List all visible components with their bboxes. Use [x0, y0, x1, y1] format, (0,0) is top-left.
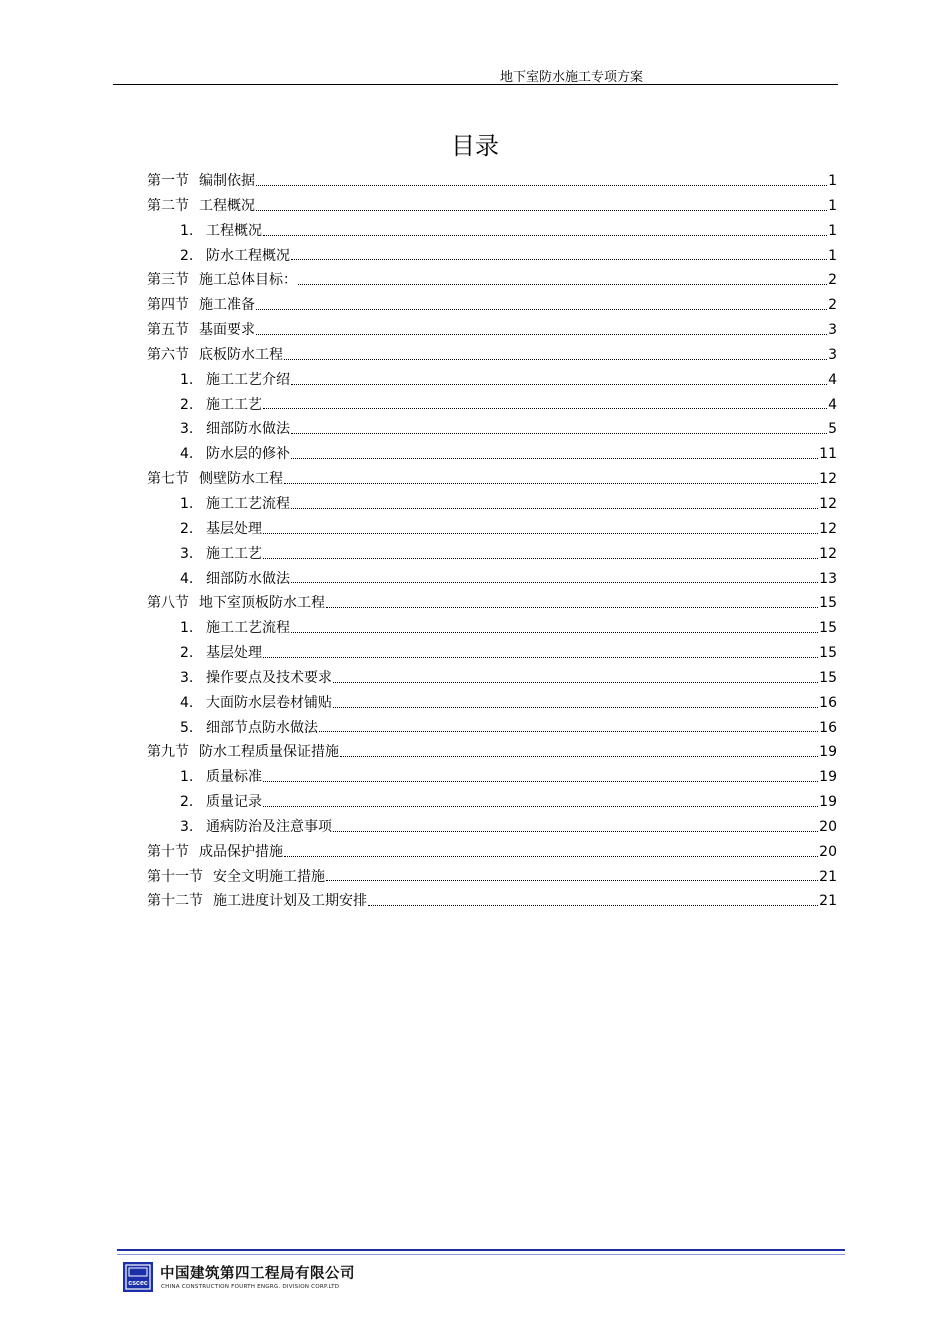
cscec-logo-icon	[125, 1264, 151, 1290]
toc-entry-title: 地下室顶板防水工程	[199, 595, 325, 612]
toc-entry-page: 2	[828, 272, 837, 289]
toc-entry-page: 12	[819, 495, 837, 512]
toc-entry-number: 第九节	[147, 744, 189, 761]
toc-entry-page: 1	[828, 197, 837, 214]
toc-entry-number: 第十二节	[147, 893, 203, 910]
toc-entry[interactable]	[147, 716, 837, 741]
toc-entry[interactable]	[147, 616, 837, 641]
toc-entry-title: 防水工程质量保证措施	[199, 744, 339, 761]
toc-entry[interactable]	[147, 691, 837, 716]
toc-entry[interactable]	[147, 268, 837, 293]
toc-entry[interactable]	[147, 641, 837, 666]
toc-entry-page: 5	[828, 421, 837, 438]
toc-title: 目录	[451, 132, 499, 160]
toc-entry[interactable]	[147, 567, 837, 592]
toc-entry-number: 第十节	[147, 843, 189, 860]
page-header-title: 地下室防水施工专项方案	[500, 70, 644, 85]
toc-entry-page: 15	[819, 595, 837, 612]
toc-entry-page: 13	[819, 570, 837, 587]
toc-entry[interactable]	[147, 318, 837, 343]
toc-entry-page: 4	[828, 371, 837, 388]
toc-leader-dots	[291, 383, 827, 385]
toc-entry-title: 侧壁防水工程	[199, 471, 283, 488]
toc-entry[interactable]	[147, 840, 837, 865]
toc-entry-number: 3.	[180, 421, 194, 438]
company-name-cn: 中国建筑第四工程局有限公司	[160, 1266, 355, 1282]
toc-entry-title: 细部防水做法	[206, 421, 290, 438]
toc-leader-dots	[263, 234, 827, 236]
toc-leader-dots	[263, 805, 818, 807]
toc-entry-title: 施工工艺	[206, 545, 262, 562]
toc-entry-title: 基面要求	[199, 322, 255, 339]
toc-entry[interactable]	[147, 740, 837, 765]
toc-entry[interactable]	[147, 244, 837, 269]
toc-entry-number: 1.	[180, 371, 194, 388]
toc-entry[interactable]	[147, 542, 837, 567]
toc-entry[interactable]	[147, 293, 837, 318]
toc-entry[interactable]	[147, 591, 837, 616]
logo-text: cscec	[128, 1280, 148, 1287]
toc-entry[interactable]	[147, 517, 837, 542]
toc-entry[interactable]	[147, 765, 837, 790]
toc-entry-title: 施工总体目标：	[199, 272, 297, 289]
footer-divider-thin	[117, 1254, 845, 1255]
toc-entry-number: 3.	[180, 669, 194, 686]
toc-entry-title: 施工工艺	[206, 396, 262, 413]
toc-leader-dots	[256, 209, 827, 211]
toc-entry[interactable]	[147, 666, 837, 691]
toc-entry[interactable]	[147, 492, 837, 517]
toc-entry-title: 安全文明施工措施	[213, 868, 325, 885]
company-logo	[123, 1262, 153, 1292]
toc-entry-page: 12	[819, 520, 837, 537]
toc-entry[interactable]	[147, 194, 837, 219]
toc-entry-title: 质量标准	[206, 769, 262, 786]
toc-entry-title: 施工准备	[199, 297, 255, 314]
toc-leader-dots	[291, 507, 818, 509]
toc-entry-number: 2.	[180, 520, 194, 537]
toc-entry-title: 施工进度计划及工期安排	[213, 893, 367, 910]
toc-entry[interactable]	[147, 790, 837, 815]
toc-entry-page: 19	[819, 744, 837, 761]
toc-entry-title: 施工工艺介绍	[206, 371, 290, 388]
toc-entry-number: 1.	[180, 495, 194, 512]
toc-entry[interactable]	[147, 219, 837, 244]
toc-entry-number: 第一节	[147, 173, 189, 189]
toc-leader-dots	[291, 581, 818, 583]
toc-entry-page: 16	[819, 694, 837, 711]
toc-entry-title: 细部节点防水做法	[206, 719, 318, 736]
toc-entry-page: 16	[819, 719, 837, 736]
toc-entry[interactable]	[147, 467, 837, 492]
toc-entry-number: 第四节	[147, 297, 189, 314]
toc-entry-title: 大面防水层卷材铺贴	[206, 694, 332, 711]
toc-entry-page: 19	[819, 794, 837, 811]
toc-entry-title: 通病防治及注意事项	[206, 818, 332, 835]
toc-entry-page: 21	[819, 868, 837, 885]
toc-entry-page: 12	[819, 471, 837, 488]
toc-entry-title: 施工工艺流程	[206, 495, 290, 512]
toc-entry-page: 3	[828, 322, 837, 339]
toc-entry-page: 21	[819, 893, 837, 910]
toc-leader-dots	[284, 482, 818, 484]
company-name-en: CHINA CONSTRUCTION FOURTH ENGRG. DIVISION CORP.LTD	[161, 1284, 340, 1290]
toc-entry-number: 2.	[180, 396, 194, 413]
toc-entry-number: 1.	[180, 769, 194, 786]
toc-entry[interactable]	[147, 865, 837, 890]
toc-leader-dots	[326, 879, 818, 881]
footer-divider	[117, 1249, 845, 1251]
toc-entry-number: 5.	[180, 719, 194, 736]
toc-entry-title: 质量记录	[206, 794, 262, 811]
toc-entry-number: 第八节	[147, 595, 189, 612]
toc-leader-dots	[291, 457, 818, 459]
toc-entry-title: 防水层的修补	[206, 446, 290, 463]
toc-leader-dots	[333, 681, 818, 683]
toc-leader-dots	[368, 904, 818, 906]
toc-entry-number: 1.	[180, 620, 194, 637]
toc-entry-page: 15	[819, 620, 837, 637]
toc-entry-title: 基层处理	[206, 645, 262, 662]
toc-entry-title: 基层处理	[206, 520, 262, 537]
toc-entry-title: 成品保护措施	[199, 843, 283, 860]
header-divider	[113, 84, 838, 85]
toc-leader-dots	[340, 755, 818, 757]
toc-entry-number: 第十一节	[147, 868, 203, 885]
toc-entry-page: 15	[819, 669, 837, 686]
toc-entry-page: 1	[828, 247, 837, 264]
toc-entry[interactable]	[147, 368, 837, 393]
toc-entry-number: 2.	[180, 794, 194, 811]
toc-entry-number: 4.	[180, 446, 194, 463]
toc-entry-number: 2.	[180, 645, 194, 662]
toc-entry-number: 3.	[180, 545, 194, 562]
toc-entry-title: 底板防水工程	[199, 346, 283, 363]
toc-entry-title: 工程概况	[199, 197, 255, 214]
toc-leader-dots	[333, 706, 818, 708]
toc-leader-dots	[319, 730, 818, 732]
toc-entry[interactable]	[147, 442, 837, 467]
toc-entry-title: 防水工程概况	[206, 247, 290, 264]
toc-leader-dots	[263, 780, 818, 782]
toc-leader-dots	[256, 333, 827, 335]
toc-entry[interactable]	[147, 393, 837, 418]
toc-entry-number: 1.	[180, 222, 194, 239]
toc-entry[interactable]	[147, 343, 837, 368]
toc-entry[interactable]	[147, 417, 837, 442]
toc-entry-number: 第六节	[147, 346, 189, 363]
toc-entry-page: 15	[819, 645, 837, 662]
toc-leader-dots	[291, 432, 827, 434]
toc-leader-dots	[284, 855, 818, 857]
toc-entry-title: 操作要点及技术要求	[206, 669, 332, 686]
toc-leader-dots	[333, 830, 818, 832]
toc-entry-page: 20	[819, 843, 837, 860]
toc-leader-dots	[263, 557, 818, 559]
toc-entry-number: 2.	[180, 247, 194, 264]
toc-entry-title: 工程概况	[206, 222, 262, 239]
toc-entry-title: 施工工艺流程	[206, 620, 290, 637]
toc-entry-number: 3.	[180, 818, 194, 835]
toc-leader-dots	[263, 532, 818, 534]
toc-leader-dots	[284, 358, 827, 360]
toc-entry-title: 细部防水做法	[206, 570, 290, 587]
toc-leader-dots	[291, 631, 818, 633]
toc-entry-page: 12	[819, 545, 837, 562]
toc-entry-number: 4.	[180, 694, 194, 711]
toc-entry-page: 19	[819, 769, 837, 786]
toc-entry-page: 1	[828, 222, 837, 239]
toc-entry[interactable]	[147, 815, 837, 840]
toc-entry-number: 第三节	[147, 272, 189, 289]
toc-leader-dots	[263, 656, 818, 658]
toc-leader-dots	[298, 283, 827, 285]
toc-entry-number: 4.	[180, 570, 194, 587]
toc-entry-page: 20	[819, 818, 837, 835]
toc-entry-title: 编制依据	[199, 173, 255, 189]
table-of-contents	[147, 169, 837, 914]
toc-entry-page: 3	[828, 346, 837, 363]
toc-leader-dots	[326, 606, 818, 608]
toc-entry-number: 第二节	[147, 197, 189, 214]
toc-entry-page: 4	[828, 396, 837, 413]
toc-leader-dots	[256, 308, 827, 310]
toc-entry-number: 第五节	[147, 322, 189, 339]
toc-entry[interactable]	[147, 169, 837, 194]
toc-entry-page: 2	[828, 297, 837, 314]
toc-leader-dots	[263, 407, 827, 409]
toc-entry[interactable]	[147, 889, 837, 914]
toc-leader-dots	[291, 258, 827, 260]
toc-entry-page: 11	[819, 446, 837, 463]
toc-entry-page: 1	[828, 173, 837, 189]
toc-leader-dots	[256, 184, 827, 186]
toc-entry-number: 第七节	[147, 471, 189, 488]
